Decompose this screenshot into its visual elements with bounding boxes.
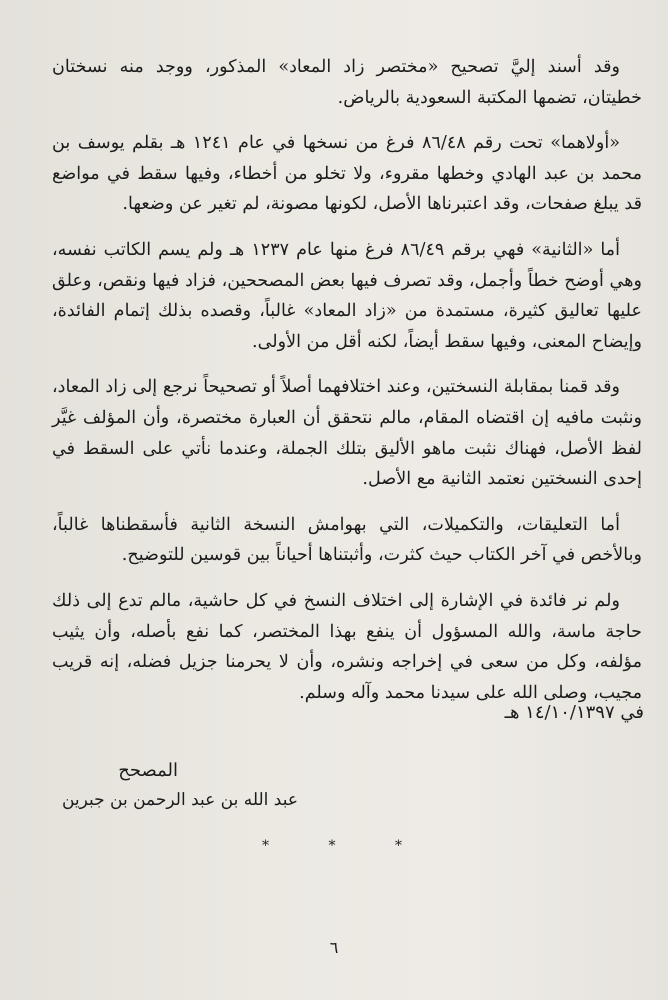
section-separator bbox=[262, 838, 402, 854]
separator-star: * bbox=[395, 838, 402, 854]
signature-title: المصحح bbox=[118, 760, 178, 781]
body-text bbox=[52, 52, 642, 723]
paragraph-notes: أما التعليقات، والتكميلات، التي بهوامش النسخة الثانية فأسقطناها غالباً، وبالأخص في آخر الكتاب حيث كثرت، وأثبتناها أحياناً بين قوسين للتوضيح. bbox=[52, 514, 642, 566]
paragraph-first-copy: «أولاهما» تحت رقم ٨٦/٤٨ فرغ من نسخها في عام ١٢٤١ هـ بقلم يوسف بن محمد بن عبد الهادي وخطها مقروء، ولا تخلو من أخطاء، وفيها سقط في مواضع قد يبلغ صفحات، وقد اعتبرناها الأصل، لكونها مصونة، لم تغير عن وضعها. bbox=[52, 133, 642, 215]
paragraph-second-copy: أما «الثانية» فهي برقم ٨٦/٤٩ فرغ منها عام ١٢٣٧ هـ ولم يسم الكاتب نفسه، وهي أوضح خطاً وأجمل، وقد تصرف فيها بعض المصححين، فزاد فيها ونقص، وعلق عليها تعاليق كثيرة، مستمدة من «زاد المعاد» غالباً، وقصده بذلك إتمام الفائدة، وإيضاح المعنى، وفيها سقط أيضاً، لكنه أقل من الأولى. bbox=[52, 239, 642, 352]
separator-star: * bbox=[328, 838, 336, 854]
date-line: في ١٤/١٠/١٣٩٧ هـ bbox=[504, 702, 644, 723]
signature-name: عبد الله بن عبد الرحمن بن جبرين bbox=[61, 790, 298, 810]
paragraph-method: وقد قمنا بمقابلة النسختين، وعند اختلافهما أصلاً أو تصحيحاً نرجع إلى زاد المعاد، ونثبت مافيه إن اقتضاه المقام، مالم نتحقق أن العبارة مختصرة، وأن المؤلف غيَّر لفظ الأصل، فهناك نثبت ماهو الأليق بتلك الجملة، وعندما نأتي على السقط في إحدى النسختين نعتمد الثانية مع الأصل. bbox=[52, 377, 642, 490]
page-number: ٦ bbox=[329, 938, 339, 957]
separator-star: * bbox=[262, 838, 269, 854]
paragraph-intro: وقد أسند إليَّ تصحيح «مختصر زاد المعاد» المذكور، ووجد منه نسختان خطيتان، تضمها المكتبة السعودية بالرياض. bbox=[52, 57, 642, 108]
paragraph-closing: ولم نر فائدة في الإشارة إلى اختلاف النسخ في كل حاشية، مالم تدع إلى ذلك حاجة ماسة، والله المسؤول أن ينفع بهذا المختصر، كما نفع بأصله، وأن يثيب مؤلفه، وكل من سعى في إخراجه ونشره، وأن لا يحرمنا جزيل فضله، إنه قريب مجيب، وصلى الله على سيدنا محمد وآله وسلم. bbox=[52, 590, 642, 703]
